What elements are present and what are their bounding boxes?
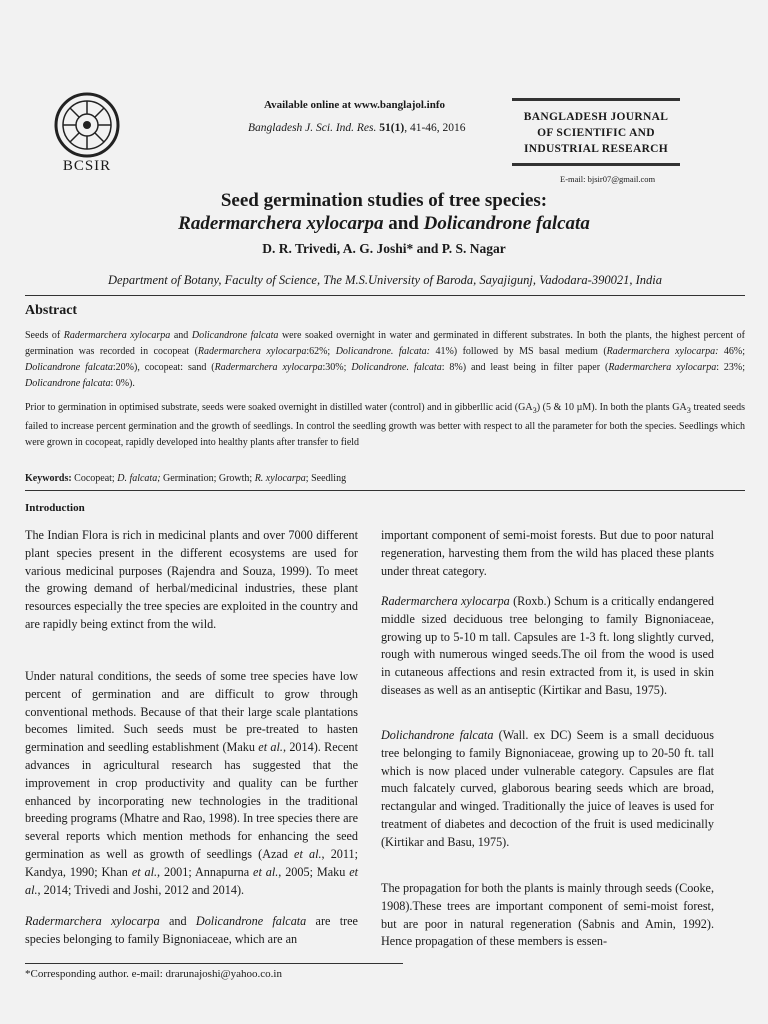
body-paragraph: Radermarchera xylocarpa and Dolicandrone falcata are tree species belonging to family Bignoniaceae, which are an	[25, 914, 358, 946]
available-online: Available online at www.banglajol.info	[264, 99, 446, 111]
body-paragraph: important component of semi-moist forests. But due to poor natural regeneration, harvesting them from the wild has placed these plants under threat category.	[381, 528, 714, 578]
footnote-rule	[25, 963, 403, 964]
divider	[25, 490, 745, 491]
logo-label: BCSIR	[62, 158, 112, 174]
affiliation: Department of Botany, Faculty of Science, The M.S.University of Baroda, Sayajigunj, Vadodara-390021, India	[108, 273, 662, 287]
citation	[248, 122, 466, 134]
citation-pages: , 41-46, 2016	[404, 122, 466, 134]
body-paragraph: The Indian Flora is rich in medicinal plants and over 7000 different plant species present in the different ecosystems are used for various medicinal purposes (Rajendra and Souza, 1999). To meet the growing demand of herbal/medicinal industries, these plant resources especially the tree species are exploited in the country and are rapidly being extinct from the wild.	[25, 528, 358, 631]
body-paragraph: Dolichandrone falcata (Wall. ex DC) Seem is a small deciduous tree belonging to family Bignoniaceae, growing up to 20-50 ft. tall which is now placed under vulnerable category. Capsules are flat much falcately curved, glaborous bearing seeds which are broad, rectangular and winged. Traditionally the juice of leaves is used for treatment of diabetes and decoction of the fruit is used medicinally (Kirtikar and Basu, 1975).	[381, 728, 714, 849]
abstract-heading: Abstract	[25, 303, 78, 318]
body-paragraph: Radermarchera xylocarpa (Roxb.) Schum is a critically endangered middle sized deciduous tree belonging to family Bignoniaceae, growing up to 5-10 m tall. Capsules are 1-3 ft. long slightly curved, rough with numerous winged seeds.The oil from the wood is used in cutaneous affections and resin extracted from it, is used in skin diseases as well as an antiseptic (Kirtikar and Basu, 1975).	[381, 594, 715, 697]
divider	[25, 295, 745, 296]
keywords: Keywords: Cocopeat; D. falcata; Germination; Growth; R. xylocarpa; Seedling	[25, 473, 347, 484]
abstract-paragraph: Prior to germination in optimised substrate, seeds were soaked overnight in distilled water (control) and in gibberllic acid $(GA_3)$ (5 & 10 µM). In both the plants $GA_3$ treated seeds failed to increase percent germination and the growth of seedlings. In control the seedling growth was better with respect to all the parameter for both the species. Seedlings which were grown in cocopeat, rapidly developed into healthy plants after transfer to field	[25, 402, 745, 448]
journal-name-line: BANGLADESH JOURNAL	[523, 111, 669, 123]
citation-volume: 51(1)	[379, 122, 405, 134]
journal-name-box	[512, 98, 680, 166]
body-paragraph: The propagation for both the plants is mainly through seeds (Cooke, 1908).These trees are important component of semi-moist forest, but are poor in natural regeneration (Sabnis and Amin, 1992). Hence propagation of these members is essen-	[381, 881, 714, 949]
paper-title: Seed germination studies of tree species:	[220, 190, 548, 211]
body-paragraph: Under natural conditions, the seeds of some tree species have low percent of germination and are difficult to grow through conventional methods. Because of that their large scale plantations becomes limited. Such seeds must be pre-treated to hasten germination and seedling establishment (Maku et al., 2014). Recent advances in agricultural research has suggested that the improvement in crop productivity and quality can be further enhanced by incorporating new technologies in the traditional breeding programs (Mhatre and Rao, 1998). In tree species there are several reports which mention methods for enhancing the seed germination as well as growth of seedlings (Azad et al., 2011; Kandya, 1990; Khan et al., 2001; Annapurna et al., 2005; Maku et al., 2014; Trivedi and Joshi, 2012 and 2014).	[25, 669, 359, 897]
authors: D. R. Trivedi, A. G. Joshi* and P. S. Nagar	[262, 241, 506, 256]
paper-title-species	[0, 213, 768, 235]
journal-email: E-mail: bjsir07@gmail.com	[560, 174, 656, 184]
corresponding-author-footnote: *Corresponding author. e-mail: drarunajoshi@yahoo.co.in	[25, 968, 282, 980]
species-2: Dolicandrone falcata	[423, 213, 590, 234]
abstract-paragraph: Seeds of Radermarchera xylocarpa and Dolicandrone falcata were soaked overnight in water and germinated in different substrates. In both the plants, the highest percent of germination was recorded in cocopeat (Radermarchera xylocarpa:62%; Dolicandrone. falcata: 41%) followed by MS basal medium (Radermarchera xylocarpa: 46%; Dolicandrone falcata:20%), cocopeat: sand (Radermarchera xylocarpa:30%; Dolicandrone. falcata: 8%) and least being in filter paper (Radermarchera xylocarpa: 23%; Dolicandrone falcata: 0%).	[25, 330, 746, 389]
title-and: and	[383, 213, 424, 234]
journal-name-line: OF SCIENTIFIC AND	[537, 127, 655, 139]
section-heading-introduction: Introduction	[25, 502, 85, 514]
species-1: Radermarchera xylocarpa	[178, 213, 384, 234]
citation-journal: Bangladesh J. Sci. Ind. Res.	[248, 122, 377, 134]
journal-name-line: INDUSTRIAL RESEARCH	[523, 143, 669, 155]
